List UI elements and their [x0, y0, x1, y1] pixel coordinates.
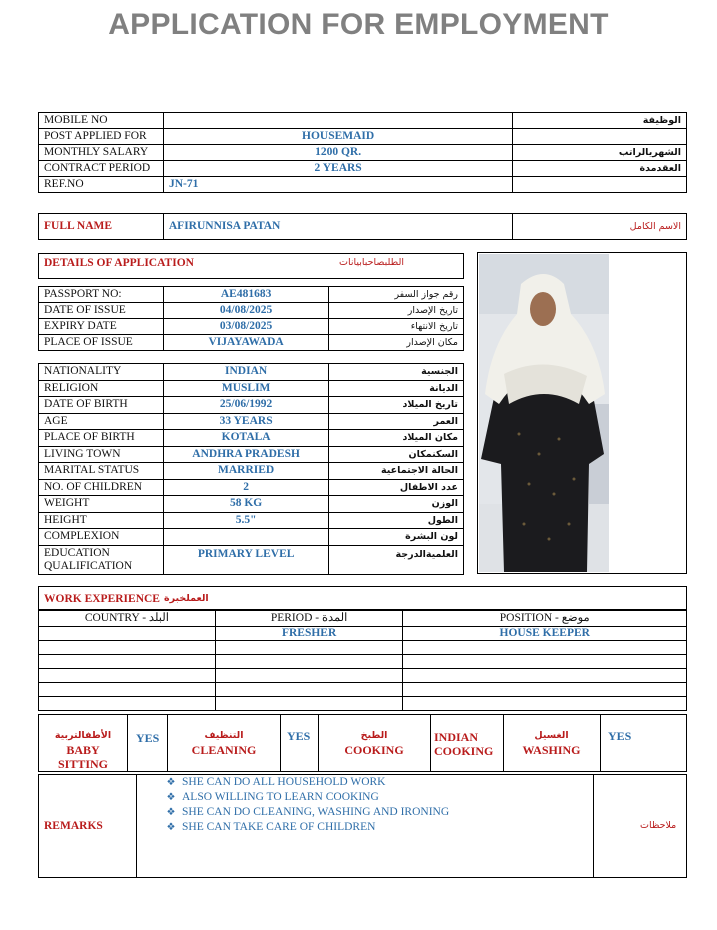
work-period — [215, 669, 403, 683]
passport-row — [39, 287, 464, 303]
work-experience-label: WORK EXPERIENCE — [44, 593, 160, 605]
info-row — [39, 145, 687, 161]
skill-baby-line1: BABY — [66, 743, 100, 757]
work-country — [39, 683, 216, 697]
work-row — [39, 641, 687, 655]
personal-row — [39, 364, 464, 381]
work-period — [215, 683, 403, 697]
education-arabic: العلميةالدرجة — [329, 545, 464, 574]
skill-baby-arabic: الأطفالتربية — [54, 730, 112, 741]
work-country — [39, 669, 216, 683]
skill-cleaning — [170, 729, 278, 757]
work-position — [403, 697, 687, 711]
personal-arabic: الجنسية — [329, 364, 464, 381]
info-row — [39, 129, 687, 145]
details-header-label: DETAILS OF APPLICATION — [44, 257, 194, 269]
skill-baby-sitting — [40, 729, 126, 771]
info-row — [39, 161, 687, 177]
personal-row — [39, 496, 464, 513]
diamond-bullet-icon: ❖ — [166, 792, 176, 803]
remarks-item — [160, 790, 449, 805]
personal-arabic: مكان الميلاد — [329, 430, 464, 447]
passport-table — [38, 286, 464, 351]
personal-value — [163, 529, 329, 546]
divider — [430, 714, 431, 772]
personal-value: 58 KG — [163, 496, 329, 513]
personal-arabic: تاريخ الميلاد — [329, 397, 464, 414]
work-period — [215, 697, 403, 711]
personal-row — [39, 430, 464, 447]
info-arabic — [513, 129, 687, 145]
full-name-table — [38, 213, 687, 240]
full-name-value: AFIRUNNISA PATAN — [163, 214, 512, 240]
diamond-bullet-icon: ❖ — [166, 822, 176, 833]
work-experience-arabic: العملخبرة — [164, 593, 209, 604]
divider — [127, 714, 128, 772]
work-period — [215, 655, 403, 669]
personal-arabic: عدد الاطفال — [329, 479, 464, 496]
personal-label: DATE OF BIRTH — [39, 397, 164, 414]
full-name-label: FULL NAME — [39, 214, 164, 240]
personal-row — [39, 479, 464, 496]
skill-washing — [505, 729, 598, 757]
skill-washing-arabic: الغسيل — [534, 730, 569, 741]
personal-row — [39, 397, 464, 414]
info-label: REF.NO — [39, 177, 164, 193]
personal-label: RELIGION — [39, 380, 164, 397]
passport-label: PLACE OF ISSUE — [39, 335, 164, 351]
info-value — [163, 113, 512, 129]
work-row — [39, 697, 687, 711]
divider — [280, 714, 281, 772]
remarks-item-text: ALSO WILLING TO LEARN COOKING — [182, 791, 379, 803]
remarks-item-text: SHE CAN DO ALL HOUSEHOLD WORK — [182, 776, 386, 788]
remarks-label: REMARKS — [44, 820, 103, 832]
work-country — [39, 641, 216, 655]
education-label — [39, 545, 164, 574]
work-country — [39, 697, 216, 711]
skill-baby-line2: SITTING — [57, 757, 109, 771]
personal-label: COMPLEXION — [39, 529, 164, 546]
work-row — [39, 683, 687, 697]
personal-value: 33 YEARS — [163, 413, 329, 430]
personal-label: WEIGHT — [39, 496, 164, 513]
education-value: PRIMARY LEVEL — [163, 545, 329, 574]
passport-value: 03/08/2025 — [163, 319, 329, 335]
work-position — [403, 655, 687, 669]
info-label: CONTRACT PERIOD — [39, 161, 164, 177]
personal-value: MARRIED — [163, 463, 329, 480]
work-row — [39, 655, 687, 669]
personal-label: PLACE OF BIRTH — [39, 430, 164, 447]
work-experience-table — [38, 610, 687, 711]
personal-label: NATIONALITY — [39, 364, 164, 381]
personal-value: INDIAN — [163, 364, 329, 381]
divider — [318, 714, 319, 772]
personal-value: 5.5" — [163, 512, 329, 529]
info-arabic: الوظيفة — [513, 113, 687, 129]
personal-label: NO. OF CHILDREN — [39, 479, 164, 496]
skill-cooking-arabic: الطبخ — [360, 730, 388, 741]
personal-label: HEIGHT — [39, 512, 164, 529]
personal-label: LIVING TOWN — [39, 446, 164, 463]
col-country: COUNTRY - البلد — [39, 611, 216, 627]
info-value: 1200 QR. — [163, 145, 512, 161]
personal-row — [39, 512, 464, 529]
info-value: HOUSEMAID — [163, 129, 512, 145]
divider — [600, 714, 601, 772]
personal-row — [39, 529, 464, 546]
col-period: PERIOD - المدة — [215, 611, 403, 627]
remarks-item — [160, 775, 449, 790]
personal-value: 25/06/1992 — [163, 397, 329, 414]
remarks-list — [160, 775, 449, 835]
education-label-line1: EDUCATION — [44, 546, 110, 559]
info-arabic: الشهريالراتب — [513, 145, 687, 161]
info-arabic: العقدمدة — [513, 161, 687, 177]
passport-value: 04/08/2025 — [163, 303, 329, 319]
skill-cooking — [320, 729, 428, 757]
passport-label: DATE OF ISSUE — [39, 303, 164, 319]
personal-arabic: الديانة — [329, 380, 464, 397]
passport-row — [39, 303, 464, 319]
personal-arabic: الطول — [329, 512, 464, 529]
education-label-line2: QUALIFICATION — [44, 559, 133, 572]
skill-indian-line2: COOKING — [434, 744, 494, 758]
details-header-arabic: الطلبصاحبابيانات — [339, 257, 404, 268]
remarks-item — [160, 820, 449, 835]
personal-value: ANDHRA PRADESH — [163, 446, 329, 463]
remarks-item-text: SHE CAN DO CLEANING, WASHING AND IRONING — [182, 806, 450, 818]
skill-washing-value: YES — [608, 729, 632, 743]
work-period: FRESHER — [215, 627, 403, 641]
job-info-table — [38, 112, 687, 193]
work-position — [403, 641, 687, 655]
personal-label: AGE — [39, 413, 164, 430]
work-experience-header — [38, 586, 687, 610]
personal-row — [39, 413, 464, 430]
work-position — [403, 683, 687, 697]
details-header — [38, 253, 464, 279]
personal-value: 2 — [163, 479, 329, 496]
remarks-item-text: SHE CAN TAKE CARE OF CHILDREN — [182, 821, 376, 833]
work-row — [39, 627, 687, 641]
passport-arabic: تاريخ الإصدار — [329, 303, 464, 319]
passport-label: EXPIRY DATE — [39, 319, 164, 335]
personal-value: MUSLIM — [163, 380, 329, 397]
personal-arabic: السكنمكان — [329, 446, 464, 463]
skill-indian-line1: INDIAN — [434, 730, 479, 744]
info-label: MONTHLY SALARY — [39, 145, 164, 161]
personal-label: MARITAL STATUS — [39, 463, 164, 480]
personal-value: KOTALA — [163, 430, 329, 447]
personal-arabic: الحالة الاجتماعية — [329, 463, 464, 480]
work-country — [39, 627, 216, 641]
info-row — [39, 113, 687, 129]
remarks-item — [160, 805, 449, 820]
passport-arabic: مكان الإصدار — [329, 335, 464, 351]
diamond-bullet-icon: ❖ — [166, 777, 176, 788]
applicant-photo-drawing — [479, 254, 609, 572]
skill-baby-value: YES — [136, 731, 160, 745]
skill-cooking-label: COOKING — [344, 743, 404, 757]
page-title: APPLICATION FOR EMPLOYMENT — [108, 8, 609, 41]
passport-row — [39, 335, 464, 351]
divider — [503, 714, 504, 772]
col-position: POSITION - موضع — [403, 611, 687, 627]
info-label: POST APPLIED FOR — [39, 129, 164, 145]
personal-row — [39, 446, 464, 463]
work-position: HOUSE KEEPER — [403, 627, 687, 641]
personal-row — [39, 463, 464, 480]
personal-table — [38, 363, 464, 575]
passport-value: AE481683 — [163, 287, 329, 303]
passport-value: VIJAYAWADA — [163, 335, 329, 351]
skill-cleaning-arabic: التنظيف — [204, 730, 244, 741]
skill-washing-label: WASHING — [522, 743, 581, 757]
passport-row — [39, 319, 464, 335]
personal-arabic: لون البشرة — [329, 529, 464, 546]
skill-cleaning-label: CLEANING — [191, 743, 257, 757]
info-label: MOBILE NO — [39, 113, 164, 129]
divider — [167, 714, 168, 772]
passport-arabic: تاريخ الانتهاء — [329, 319, 464, 335]
diamond-bullet-icon: ❖ — [166, 807, 176, 818]
skill-indian-cooking — [434, 730, 500, 758]
work-country — [39, 655, 216, 669]
personal-row — [39, 380, 464, 397]
skill-cleaning-value: YES — [287, 729, 311, 743]
info-value: 2 YEARS — [163, 161, 512, 177]
remarks-arabic: ملاحظات — [640, 820, 677, 831]
info-value: JN-71 — [163, 177, 512, 193]
personal-arabic: الوزن — [329, 496, 464, 513]
passport-arabic: رقم جواز السفر — [329, 287, 464, 303]
personal-arabic: العمر — [329, 413, 464, 430]
divider — [593, 774, 594, 878]
info-arabic — [513, 177, 687, 193]
work-period — [215, 641, 403, 655]
passport-label: PASSPORT NO: — [39, 287, 164, 303]
work-position — [403, 669, 687, 683]
info-row — [39, 177, 687, 193]
full-name-arabic: الاسم الكامل — [513, 214, 687, 240]
work-row — [39, 669, 687, 683]
divider — [136, 774, 137, 878]
applicant-photo — [479, 254, 609, 572]
